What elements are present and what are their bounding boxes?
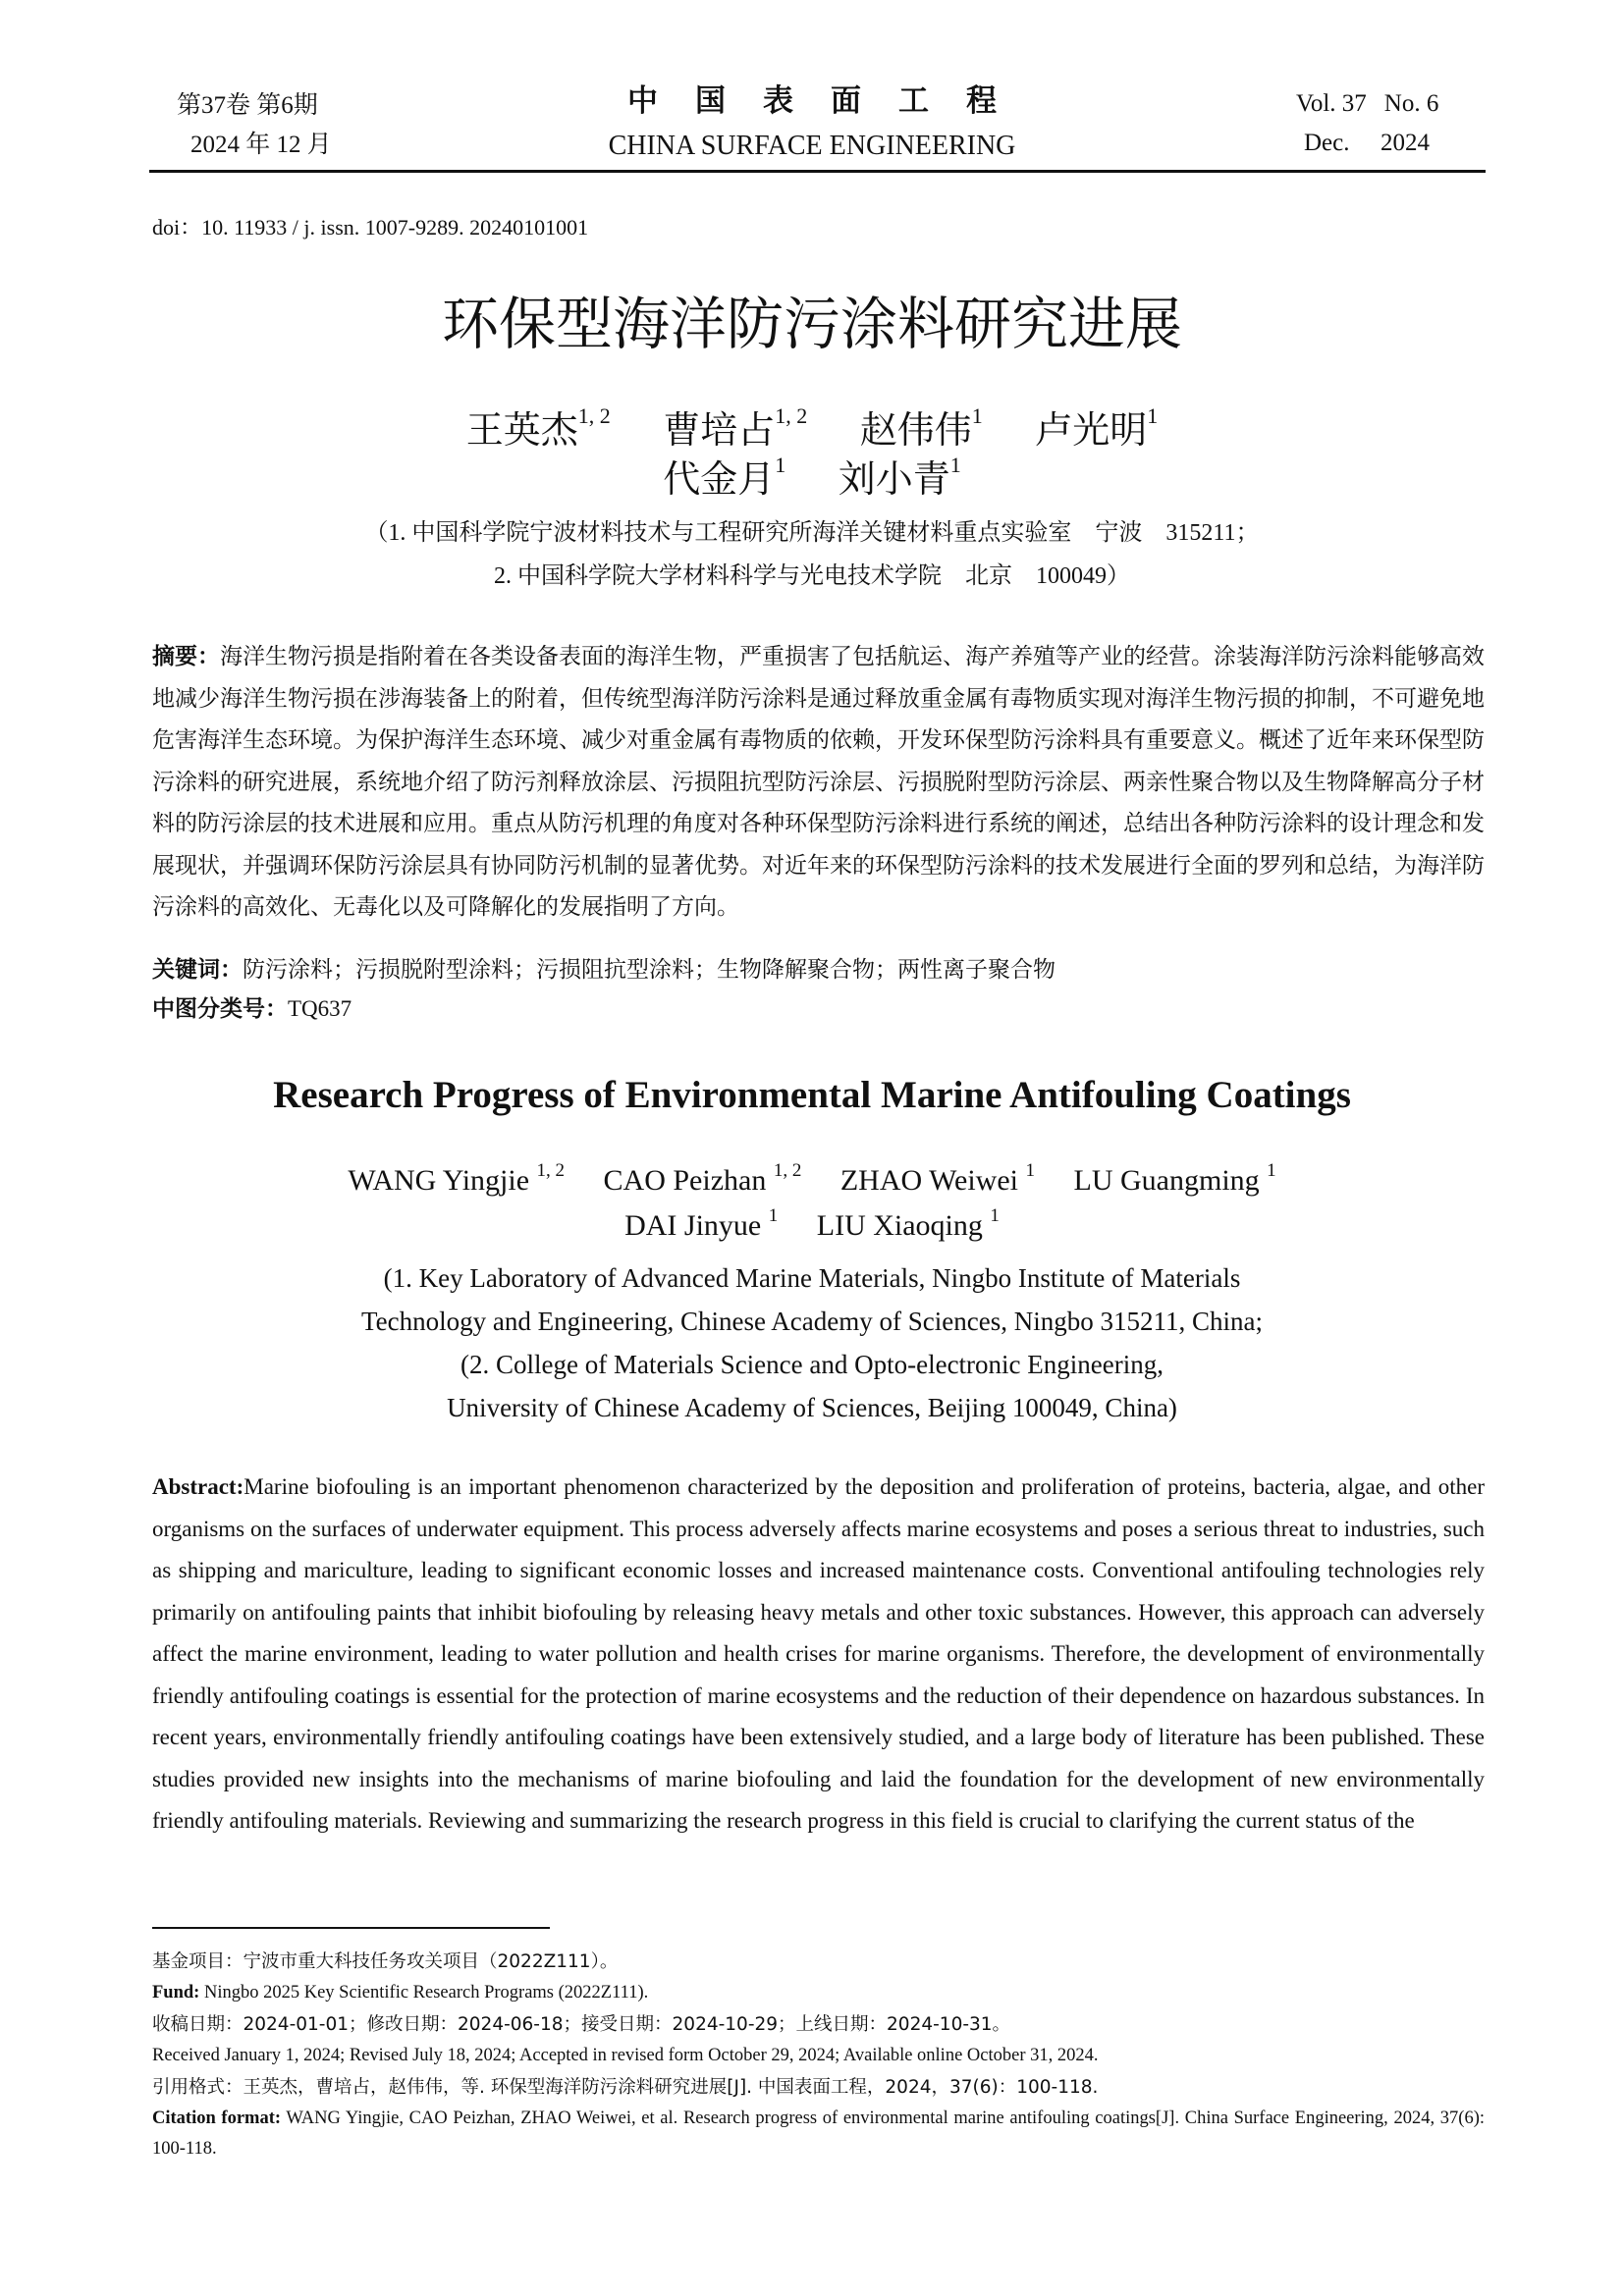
footnote-dates-cn: 收稿日期：2024-01-01；修改日期：2024-06-18；接受日期：2024-10-29；上线日期：2024-10-31。	[152, 2014, 1011, 2035]
abstract-en-label: Abstract:	[152, 1474, 244, 1499]
header-rule	[149, 170, 1486, 173]
date-cn: 2024 年 12 月	[190, 132, 332, 158]
abstract-cn-label: 摘要：	[152, 644, 220, 669]
affiliation-cn-2: 2. 中国科学院大学材料科学与光电技术学院 北京 100049）	[494, 563, 1130, 589]
affiliation-en-1: (1. Key Laboratory of Advanced Marine Materials, Ningbo Institute of Materials	[383, 1263, 1241, 1293]
affiliation-en-4: University of Chinese Academy of Sciences, Beijing 100049, China)	[447, 1393, 1177, 1422]
header-center	[517, 80, 1107, 167]
doi: doi：10. 11933 / j. issn. 1007-9289. 20240101001	[152, 215, 589, 240]
author-en: DAI Jinyue $^1$	[624, 1205, 779, 1242]
abstract-cn-text: 海洋生物污损是指附着在各类设备表面的海洋生物，严重损害了包括航运、海产养殖等产业的经营。涂装海洋防污涂料能够高效地减少海洋生物污损在涉海装备上的附着，但传统型海洋防污涂料是通过释放重金属有毒物质实现对海洋生物污损的抑制，不可避免地危害海洋生态环境。为保护海洋生态环境、减少对重金属有毒物质的依赖，开发环保型防污涂料具有重要意义。概述了近年来环保型防污涂料的研究进展，系统地介绍了防污剂释放涂层、污损阻抗型防污涂层、污损脱附型防污涂层、两亲性聚合物以及生物降解高分子材料的防污涂层的技术进展和应用。重点从防污机理的角度对各种环保型防污涂料进行系统的阐述，总结出各种防污涂料的设计理念和发展现状，并强调环保防污涂层具有协同防污机制的显著优势。对近年来的环保型防污涂料的技术发展进行全面的罗列和总结，为海洋防污涂料的高效化、无毒化以及可降解化的发展指明了方向。	[152, 644, 1485, 920]
abstract-en	[152, 1467, 1485, 1842]
author-en: LIU Xiaoqing $^1$	[816, 1205, 1000, 1242]
keywords-cn-text: 防污涂料；污损脱附型涂料；污损阻抗型涂料；生物降解聚合物；两性离子聚合物	[243, 957, 1056, 983]
author-cn: 刘小青$^1$	[838, 453, 961, 501]
authors-cn-line2	[0, 454, 1624, 507]
author-cn: 曹培占$^{1, 2}$	[663, 403, 808, 452]
author-en: ZHAO Weiwei $^1$	[839, 1160, 1036, 1197]
affiliation-en-2: Technology and Engineering, Chinese Academy of Sciences, Ningbo 315211, China;	[361, 1307, 1263, 1336]
year-en: 2024	[1380, 130, 1430, 156]
abstract-cn	[152, 636, 1485, 929]
clc-label: 中图分类号：	[152, 996, 288, 1022]
keywords-cn	[152, 950, 1056, 989]
footnote-citation-en: Citation format: WANG Yingjie, CAO Peizhan, ZHAO Weiwei, et al. Research progress of environmental marine antifouling coatings[J]. China Surface Engineering, 2024, 37(6): 100-118.	[152, 2109, 1485, 2159]
volume-issue-cn: 第37卷 第6期	[177, 92, 318, 119]
author-en: CAO Peizhan $^{1, 2}$	[603, 1160, 802, 1197]
clc-number	[152, 989, 352, 1029]
journal-name-en: CHINA SURFACE ENGINEERING	[608, 131, 1016, 161]
header-left	[177, 86, 412, 165]
journal-name-cn: 中国表面工程	[627, 83, 1034, 118]
abstract-en-text: Marine biofouling is an important phenomenon characterized by the deposition and proliferation of proteins, bacteria, algae, and other organisms on the surfaces of underwater equipment. This process adversely affects marine ecosystems and poses a serious threat to industries, such as shipping and mariculture, leading to significant economic losses and increased maintenance costs. Conventional antifouling technologies rely primarily on antifouling paints that inhibit biofouling by releasing heavy metals and other toxic substances. However, this approach can adversely affect the marine environment, leading to water pollution and health crises for marine organisms. Therefore, the development of environmentally friendly antifouling coatings is essential for the protection of marine ecosystems and the reduction of their dependence on hazardous substances. In recent years, environmentally friendly antifouling coatings have been extensively studied, and a large body of literature has been published. These studies provided new insights into the mechanisms of marine biofouling and laid the foundation for the development of new environmentally friendly antifouling materials. Reviewing and summarizing the research progress in this field is crucial to clarifying the current status of the	[152, 1474, 1485, 1833]
authors-en-line2	[0, 1203, 1624, 1249]
clc-text: TQ637	[288, 996, 352, 1021]
footnote-citation-cn: 引用格式：王英杰，曹培占，赵伟伟，等. 环保型海洋防污涂料研究进展[J]. 中国表面工程，2024，37(6)：100-118.	[152, 2077, 1099, 2098]
affiliation-cn-1: （1. 中国科学院宁波材料技术与工程研究所海洋关键材料重点实验室 宁波 315211；	[364, 520, 1260, 546]
volume-en: Vol. 37	[1296, 90, 1367, 117]
keywords-cn-label: 关键词：	[152, 957, 243, 983]
title-en: Research Progress of Environmental Marine Antifouling Coatings	[273, 1074, 1351, 1116]
number-en: No. 6	[1383, 90, 1439, 117]
author-cn: 赵伟伟$^1$	[859, 403, 983, 452]
author-cn: 代金月$^1$	[663, 453, 786, 501]
footnote-rule	[152, 1927, 550, 1929]
affiliation-en-3: (2. College of Materials Science and Opto-electronic Engineering,	[460, 1350, 1164, 1379]
title-cn: 环保型海洋防污涂料研究进展	[441, 291, 1182, 357]
footnote-dates-en: Received January 1, 2024; Revised July 18, 2024; Accepted in revised form October 29, 2024; Available online October 31, 2024.	[152, 2046, 1099, 2065]
footnote-fund-cn: 基金项目：宁波市重大科技任务攻关项目（2022Z111）。	[152, 1951, 619, 1972]
header-right	[1296, 84, 1473, 163]
author-cn: 卢光明$^1$	[1035, 403, 1159, 452]
author-cn: 王英杰$^{1, 2}$	[465, 403, 611, 452]
author-en: WANG Yingjie $^{1, 2}$	[348, 1160, 566, 1197]
footnote-fund-en: Fund: Ningbo 2025 Key Scientific Research Programs (2022Z111).	[152, 1983, 649, 2002]
author-en: LU Guangming $^1$	[1073, 1160, 1276, 1197]
authors-en-line1	[0, 1158, 1624, 1203]
authors-cn-line1	[0, 404, 1624, 457]
month-en: Dec.	[1304, 130, 1350, 156]
